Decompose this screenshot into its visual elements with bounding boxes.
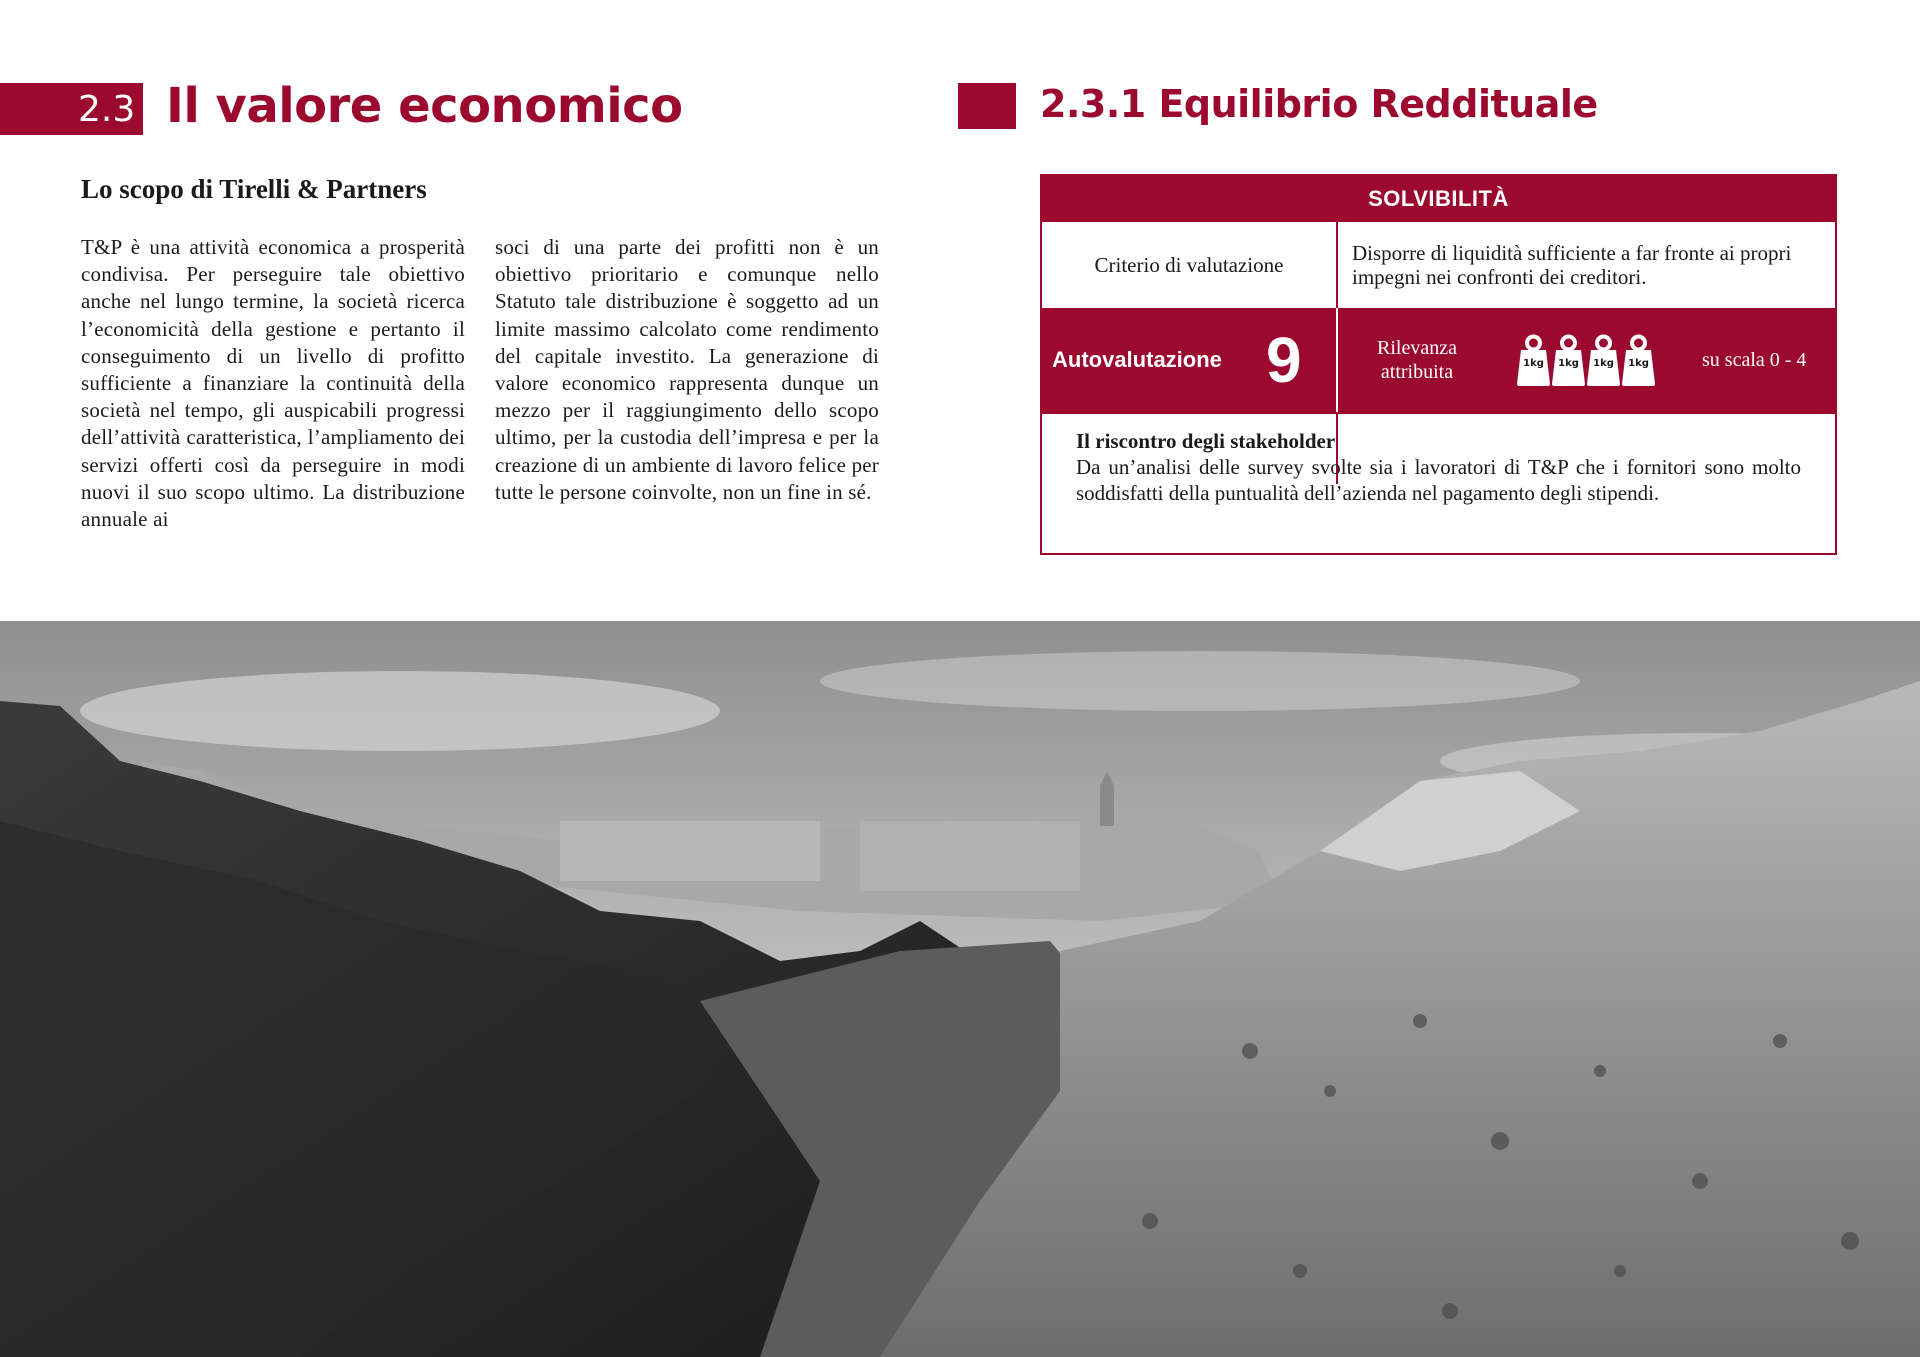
weight-icon: [1587, 334, 1620, 386]
subsection-title-text: Equilibrio Reddituale: [1158, 82, 1598, 126]
weight-label: 1kg: [1593, 358, 1614, 369]
relevance-label: Rilevanza attribuita: [1377, 337, 1457, 383]
self-assessment-label: Autovalutazione: [1052, 347, 1222, 372]
scale-label: su scala 0 - 4: [1702, 349, 1807, 371]
body-column-1: T&P è una attività economica a prosperità condivisa. Per perseguire tale obiettivo anche nel lungo termine, la società ricerca l’economicità della gestione e pertanto il conseguimento di un livello di profitto sufficiente a finanziare la continuità della società nel tempo, gli auspicabili progressi dell’attività caratteristica, l’ampliamento dei servizi offerti così da perseguire in modi nuovi il suo scopo ultimo. La distribuzione annuale ai: [81, 235, 465, 532]
section-title: Il valore economico: [166, 78, 683, 134]
subsection-marker: [958, 83, 1016, 129]
score-divider: [1336, 308, 1338, 412]
self-assessment-score: 9: [1266, 324, 1302, 396]
assessment-table: [1040, 174, 1837, 555]
section-subheading: Lo scopo di Tirelli & Partners: [81, 174, 427, 204]
landscape-photo: [0, 621, 1920, 1357]
stakeholder-text: Da un’analisi delle survey svolte sia i lavoratori di T&P che i fornitori sono molto soddisfatti della puntualità dell’azienda nel pagamento degli stipendi.: [1076, 455, 1801, 505]
subsection-title: [1040, 78, 1598, 130]
criterion-row: [1042, 222, 1835, 308]
weight-icon: [1622, 334, 1655, 386]
stakeholder-title: Il riscontro degli stakeholder: [1076, 429, 1336, 453]
table-header: SOLVIBILITÀ: [1042, 176, 1835, 222]
subsection-number: 2.3.1: [1040, 82, 1146, 126]
section-number: 2.3: [78, 89, 136, 130]
weight-label: 1kg: [1628, 358, 1649, 369]
weight-label: 1kg: [1558, 358, 1579, 369]
stakeholder-feedback: [1076, 428, 1801, 506]
criterion-label: Criterio di valutazione: [1094, 252, 1284, 277]
weight-icon: [1517, 334, 1550, 386]
weight-label: 1kg: [1523, 358, 1544, 369]
matera-landscape-image: [0, 621, 1920, 1357]
row-divider: [1042, 412, 1835, 414]
criterion-text: Disporre di liquidità sufficiente a far fronte ai propri impegni nei confronti dei creditori.: [1352, 241, 1792, 289]
weight-icon: [1552, 334, 1585, 386]
body-column-2: soci di una parte dei profitti non è un obiettivo prioritario e comunque nello Statuto tale distribuzione è soggetto ad un limite massimo calcolato come rendimento del capitale investito. La generazione di valore economico rappresenta dunque un mezzo per il raggiungimento dello scopo ultimo, per la custodia dell’impresa e per la creazione di un ambiente di lavoro felice per tutte le persone coinvolte, non un fine in sé.: [495, 235, 879, 504]
relevance-weights: [1517, 334, 1655, 388]
self-assessment-row: [1042, 308, 1835, 412]
